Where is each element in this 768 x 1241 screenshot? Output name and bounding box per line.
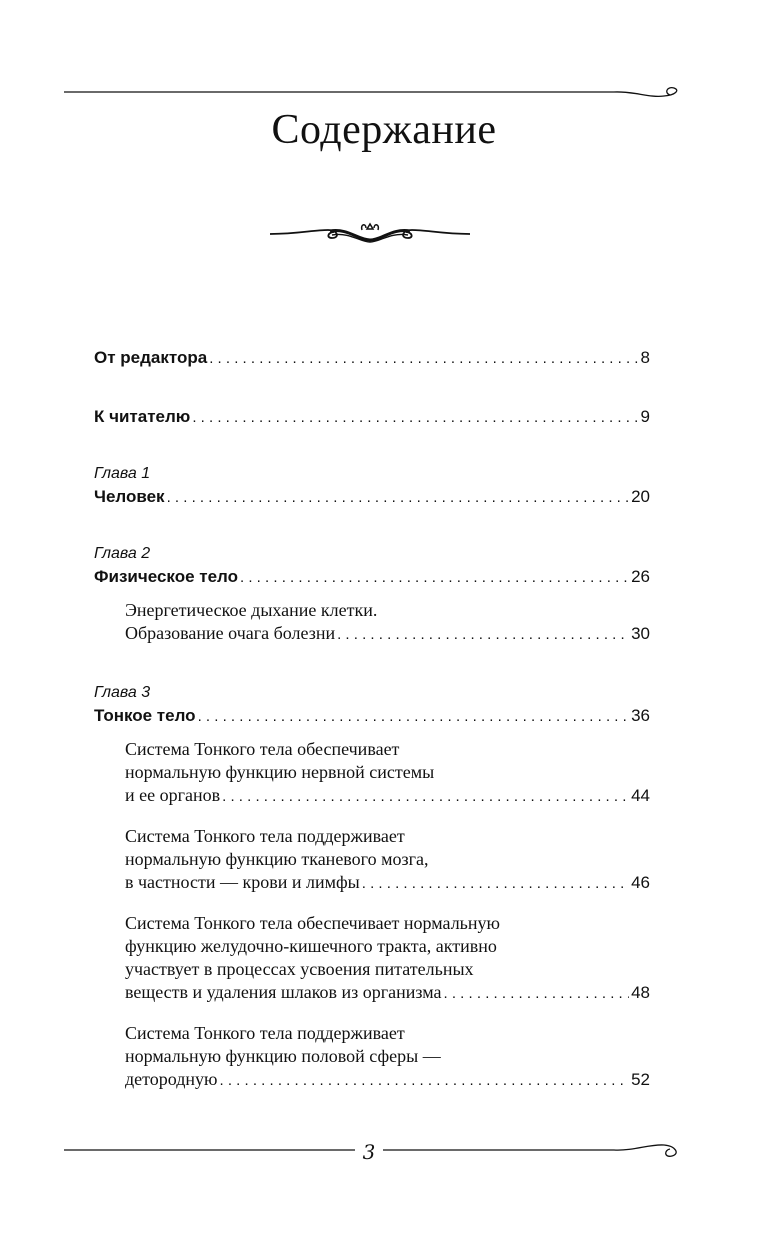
toc-subentry[interactable] — [125, 738, 650, 808]
subentry-last-line: Образование очага болезни — [125, 623, 336, 643]
subentry-line: Система Тонкого тела поддерживает — [125, 826, 405, 846]
leader-dots — [167, 489, 630, 506]
subentry-line: Система Тонкого тела обеспечивает нормальную — [125, 913, 500, 933]
toc-chapter-3[interactable] — [94, 684, 650, 726]
subentry-last-line: детородную — [125, 1069, 218, 1089]
subentry-line: нормальную функцию нервной системы — [125, 762, 435, 782]
leader-dots — [337, 623, 629, 646]
toc-page-number: 20 — [631, 487, 650, 506]
toc-entry-label: К читателю — [94, 407, 191, 426]
toc-page-number: 36 — [631, 706, 650, 725]
toc-page-number: 9 — [640, 407, 650, 426]
chapter-label: Глава 3 — [94, 684, 151, 701]
table-of-contents — [94, 340, 650, 1092]
top-flourish-rule-icon — [64, 86, 682, 106]
toc-entry-label: Человек — [94, 487, 165, 506]
leader-dots — [362, 872, 629, 895]
toc-subentry[interactable] — [125, 912, 650, 1005]
subentry-last-line: веществ и удаления шлаков из организма — [125, 982, 442, 1002]
scroll-ornament-icon — [268, 218, 472, 248]
chapter-label: Глава 1 — [94, 465, 151, 482]
leader-dots — [209, 350, 638, 367]
toc-page-number: 30 — [631, 624, 650, 643]
toc-entry-label: От редактора — [94, 348, 208, 367]
leader-dots — [198, 708, 630, 725]
leader-dots — [192, 409, 638, 426]
toc-chapter-1[interactable] — [94, 465, 650, 507]
toc-subentry[interactable] — [125, 599, 650, 646]
subentry-line: нормальную функцию тканевого мозга, — [125, 849, 429, 869]
subentry-last-line: в частности — крови и лимфы — [125, 872, 360, 892]
toc-chapter-2[interactable] — [94, 545, 650, 587]
subentry-line: нормальную функцию половой сферы — — [125, 1046, 441, 1066]
toc-entry-editor[interactable] — [94, 348, 650, 368]
leader-dots — [222, 785, 629, 808]
toc-subentry[interactable] — [125, 1022, 650, 1092]
page-number: 3 — [355, 1140, 383, 1164]
toc-page-number: 44 — [631, 786, 650, 805]
leader-dots — [220, 1069, 630, 1092]
subentry-line: Энергетическое дыхание клетки. — [125, 600, 378, 620]
toc-page-number: 48 — [631, 983, 650, 1002]
toc-entry-label: Физическое тело — [94, 567, 239, 586]
toc-page-number: 46 — [631, 873, 650, 892]
toc-page-number: 8 — [640, 348, 650, 367]
subentry-line: участвует в процессах усвоения питательных — [125, 959, 474, 979]
toc-entry-reader[interactable] — [94, 407, 650, 427]
toc-entry-label: Тонкое тело — [94, 706, 196, 725]
toc-page-number: 26 — [631, 567, 650, 586]
subentry-line: Система Тонкого тела поддерживает — [125, 1023, 405, 1043]
subentry-line: функцию желудочно-кишечного тракта, активно — [125, 936, 497, 956]
subentry-last-line: и ее органов — [125, 785, 221, 805]
subentry-line: Система Тонкого тела обеспечивает — [125, 739, 400, 759]
leader-dots — [444, 982, 630, 1005]
toc-page-number: 52 — [631, 1070, 650, 1089]
page-title: Содержание — [271, 107, 497, 153]
leader-dots — [240, 569, 629, 586]
chapter-label: Глава 2 — [94, 545, 151, 562]
toc-subentry[interactable] — [125, 825, 650, 895]
